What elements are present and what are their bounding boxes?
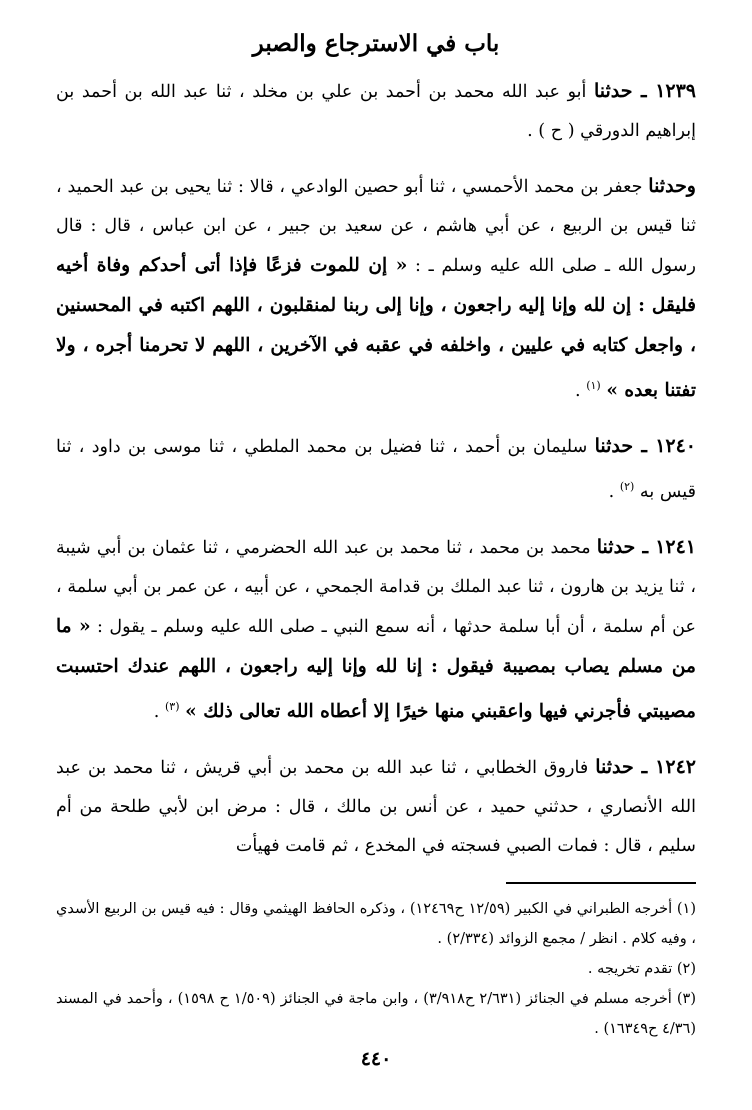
footnote-ref[interactable]: (٣) [164,699,180,713]
hadith-1239 [56,72,696,151]
hadith-1239-second-chain [56,167,696,411]
hadith-text: جعفر بن محمد الأحمسي ، ثنا أبو حصين الوادعي ، قالا : ثنا يحيى بن عبد الحميد ، ثنا قيس بن الربيع ، عن أبي هاشم ، عن سعيد بن جبير ، عن ابن عباس ، قال : قال رسول الله ـ صلى الله عليه وسلم ـ : [56,177,696,276]
chapter-title: باب في الاسترجاع والصبر [252,30,500,57]
sentence-end: . [608,481,620,502]
chain-lead: وحدثنا [648,175,696,197]
hadith-matn: « ما من مسلم يصاب بمصيبة فيقول : إنا لله وإنا إليه راجعون ، اللهم عندك احتسبت مصيبتي فأجرني فيها واعقبني منها خيرًا إلا أعطاه الله تعالى ذلك » [56,615,696,722]
sentence-end: . [153,701,165,722]
page-number: ٤٤٠ [360,1048,392,1070]
footnote-2: (٢) تقدم تخريجه . [587,960,696,977]
hadith-1241 [56,528,696,732]
sentence-end: . [575,380,587,401]
footnotes-divider [506,882,696,884]
hadith-number: ١٢٤٢ ـ حدثنا [595,755,696,778]
footnotes [56,894,696,1044]
hadith-1240 [56,427,696,512]
footnote-1: (١) أخرجه الطبراني في الكبير (١٢/٥٩ ح١٢٤٦٩) ، وذكره الحافظ الهيثمي وقال : فيه قيس بن الربيع الأسدي ، وفيه كلام . انظر / مجمع الزوائد (٢/٣٣٤) . [56,900,696,947]
hadith-text: محمد بن محمد ، ثنا محمد بن عبد الله الحضرمي ، ثنا عثمان بن أبي شيبة ، ثنا يزيد بن هارون ، ثنا عبد الملك بن قدامة الجمحي ، عن أبيه ، عن عمر بن أبي سلمة ، عن أم سلمة ، أن أبا سلمة حدثها ، أنه سمع النبي ـ صلى الله عليه وسلم ـ يقول : [56,537,696,637]
footnote-3: (٣) أخرجه مسلم في الجنائز (٢/٦٣١ ح٣/٩١٨) ، وابن ماجة في الجنائز (١/٥٠٩ ح ١٥٩٨) ، وأحمد في المسند (٤/٣٦ ح١٦٣٤٩) . [56,990,697,1037]
hadith-text: سليمان بن أحمد ، ثنا فضيل بن محمد الملطي ، ثنا موسى بن داود ، ثنا قيس به [56,436,696,502]
footnote-ref[interactable]: (٢) [619,479,635,493]
hadith-number: ١٢٣٩ ـ حدثنا [593,80,697,102]
hadith-text: فاروق الخطابي ، ثنا عبد الله بن محمد بن أبي قريش ، ثنا محمد بن عبد الله الأنصاري ، حدثني حميد ، عن أنس بن مالك ، قال : مرض ابن لأبي طلحة من أم سليم ، قال : فمات الصبي فسجته في المخدع ، ثم قامت فهيأت [56,757,696,856]
hadith-matn: « إن للموت فزعًا فإذا أتى أحدكم وفاة أخيه فليقل : إن لله وإنا إليه راجعون ، وإنا إلى ربنا لمنقلبون ، اللهم اكتبه في المحسنين ، واجعل كتابه في عليين ، واخلفه في عقبه في الآخرين ، اللهم لا تحرمنا أجره ، ولا تفتنا بعده » [56,255,696,401]
hadith-number: ١٢٤١ ـ حدثنا [596,535,697,558]
hadith-text: أبو عبد الله محمد بن أحمد بن علي بن مخلد ، ثنا عبد الله بن أحمد بن إبراهيم الدورقي ( ح ) . [56,82,696,141]
footnote-ref[interactable]: (١) [586,379,601,392]
hadith-1242 [56,748,696,866]
hadith-number: ١٢٤٠ ـ حدثنا [594,434,697,457]
